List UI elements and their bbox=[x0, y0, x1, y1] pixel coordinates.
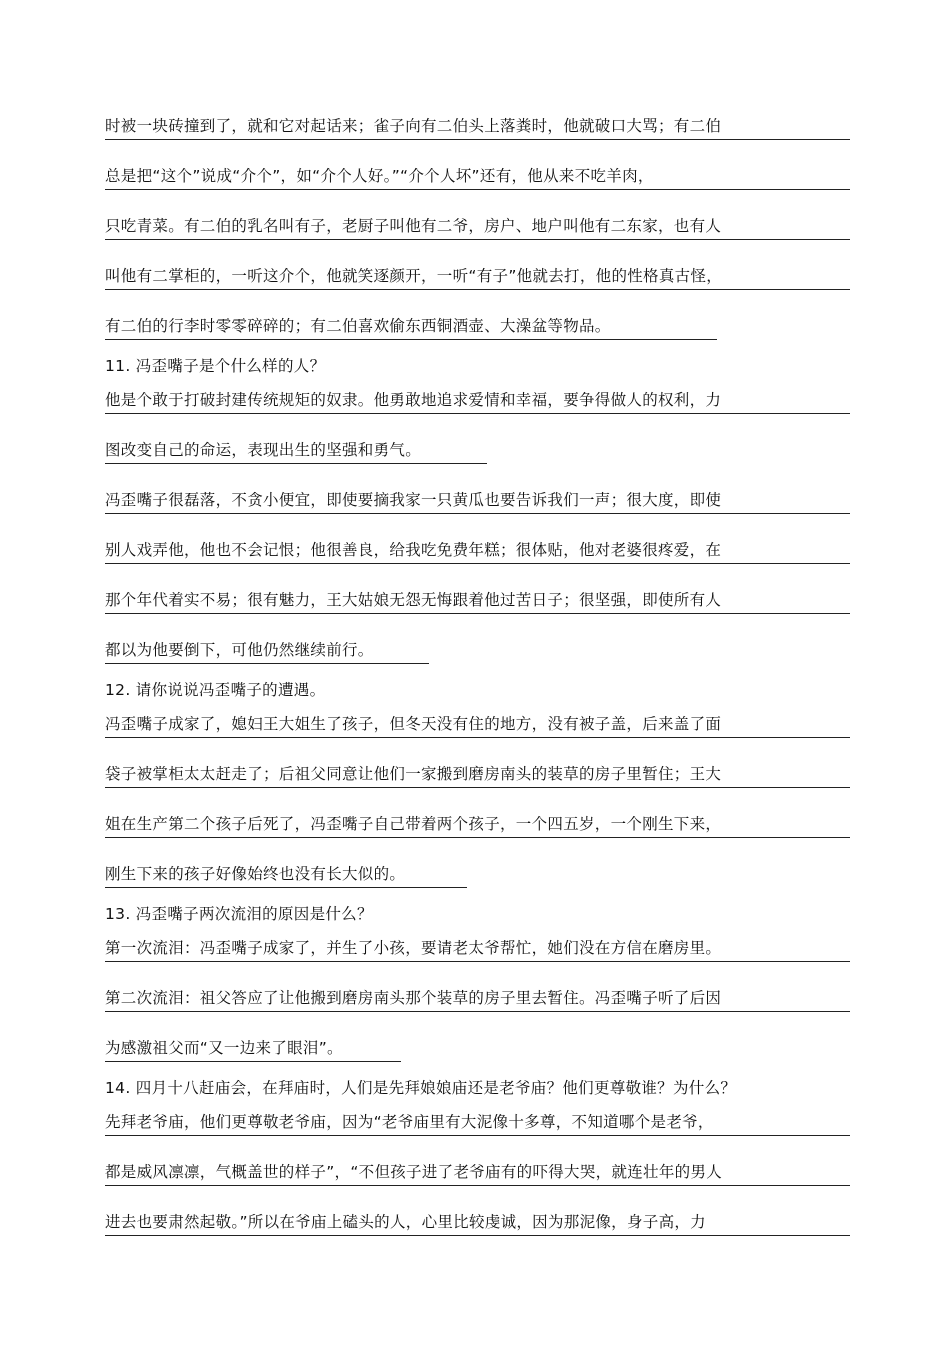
question-13: 13. 冯歪嘴子两次流泪的原因是什么？ bbox=[105, 905, 373, 923]
answer-line: 他是个敢于打破封建传统规矩的奴隶。他勇敢地追求爱情和幸福，要争得做人的权利，力 bbox=[105, 390, 850, 414]
answer-line: 只吃青菜。有二伯的乳名叫有子，老厨子叫他有二爷，房户、地户叫他有二东家，也有人 bbox=[105, 216, 850, 240]
answer-line: 冯歪嘴子很磊落，不贪小便宜，即使要摘我家一只黄瓜也要告诉我们一声；很大度，即使 bbox=[105, 490, 850, 514]
answer-line: 图改变自己的命运，表现出生的坚强和勇气。 bbox=[105, 440, 487, 464]
answer-line: 都是威风凛凛，气概盖世的样子”，“不但孩子进了老爷庙有的吓得大哭，就连壮年的男人 bbox=[105, 1162, 850, 1186]
answer-line: 先拜老爷庙，他们更尊敬老爷庙，因为“老爷庙里有大泥像十多尊，不知道哪个是老爷， bbox=[105, 1112, 850, 1136]
answer-line: 别人戏弄他，他也不会记恨；他很善良，给我吃免费年糕；很体贴，他对老婆很疼爱，在 bbox=[105, 540, 850, 564]
answer-line: 袋子被掌柜太太赶走了；后祖父同意让他们一家搬到磨房南头的装草的房子里暂住；王大 bbox=[105, 764, 850, 788]
answer-line: 进去也要肃然起敬。”所以在爷庙上磕头的人，心里比较虔诚，因为那泥像，身子高，力 bbox=[105, 1212, 850, 1236]
answer-line: 刚生下来的孩子好像始终也没有长大似的。 bbox=[105, 864, 467, 888]
answer-line: 叫他有二掌柜的，一听这介个，他就笑逐颜开，一听“有子”他就去打，他的性格真古怪， bbox=[105, 266, 850, 290]
question-14: 14. 四月十八赶庙会，在拜庙时，人们是先拜娘娘庙还是老爷庙？他们更尊敬谁？为什么？ bbox=[105, 1079, 737, 1097]
answer-line: 冯歪嘴子成家了，媳妇王大姐生了孩子，但冬天没有住的地方，没有被子盖，后来盖了面 bbox=[105, 714, 850, 738]
answer-line: 有二伯的行李时零零碎碎的；有二伯喜欢偷东西铜酒壶、大澡盆等物品。 bbox=[105, 316, 717, 340]
answer-line: 那个年代着实不易；很有魅力，王大姑娘无怨无悔跟着他过苦日子；很坚强，即使所有人 bbox=[105, 590, 850, 614]
question-12: 12. 请你说说冯歪嘴子的遭遇。 bbox=[105, 681, 326, 699]
answer-line: 都以为他要倒下，可他仍然继续前行。 bbox=[105, 640, 429, 664]
answer-line: 时被一块砖撞到了，就和它对起话来；雀子向有二伯头上落粪时，他就破口大骂；有二伯 bbox=[105, 116, 850, 140]
answer-line: 总是把“这个”说成“介个”，如“介个人好。”“介个人坏”还有，他从来不吃羊肉， bbox=[105, 166, 850, 190]
answer-line: 为感激祖父而“又一边来了眼泪”。 bbox=[105, 1038, 401, 1062]
answer-line: 第一次流泪：冯歪嘴子成家了，并生了小孩，要请老太爷帮忙，她们没在方信在磨房里。 bbox=[105, 938, 850, 962]
question-11: 11. 冯歪嘴子是个什么样的人？ bbox=[105, 357, 326, 375]
answer-line: 姐在生产第二个孩子后死了，冯歪嘴子自己带着两个孩子，一个四五岁，一个刚生下来， bbox=[105, 814, 850, 838]
answer-line: 第二次流泪：祖父答应了让他搬到磨房南头那个装草的房子里去暂住。冯歪嘴子听了后因 bbox=[105, 988, 850, 1012]
